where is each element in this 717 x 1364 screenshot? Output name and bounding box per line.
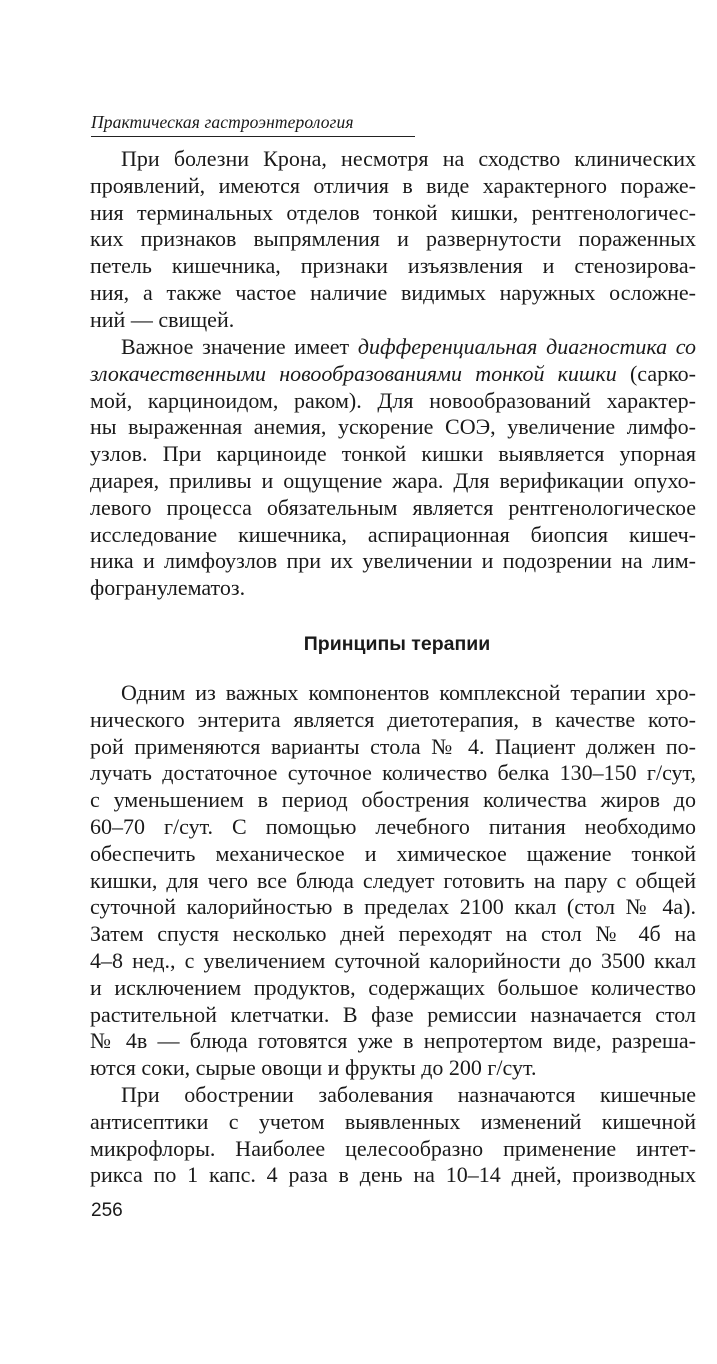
- text-line: исследование кишечника, аспирационная биопсия кишеч-: [90, 521, 696, 547]
- text-line: рой применяются варианты стола № 4. Пациент должен по-: [90, 733, 696, 759]
- text-line: левого процесса обязательным является рентгенологическое: [90, 494, 696, 520]
- text-line: обеспечить механическое и химическое щажение тонкой: [90, 840, 696, 866]
- text-line: суточной калорийностью в пределах 2100 ккал (стол № 4а).: [90, 894, 696, 920]
- text-line: При обострении заболевания назначаются кишечные: [121, 1082, 696, 1107]
- text-line: лучать достаточное суточное количество белка 130–150 г/сут,: [90, 760, 696, 786]
- text-run: (сарко-: [616, 360, 696, 386]
- paragraph-differential: [90, 334, 696, 602]
- text-line: 4–8 нед., с увеличением суточной калорийности до 3500 ккал: [90, 947, 696, 973]
- text-line: нического энтерита является диетотерапия, в качестве кото-: [90, 706, 696, 732]
- italic-term: дифференциальная диагностика со: [357, 334, 696, 359]
- text-line: № 4в — блюда готовятся уже в непротертом виде, разреша-: [90, 1028, 696, 1054]
- text-line: узлов. При карциноиде тонкой кишки выявляется упорная: [90, 441, 696, 467]
- text-line: ны выраженная анемия, ускорение СОЭ, увеличение лимфо-: [90, 414, 696, 440]
- page-number: 256: [91, 1200, 123, 1221]
- text-line: петель кишечника, признаки изъязвления и стенозирова-: [90, 253, 696, 279]
- text-line: При болезни Крона, несмотря на сходство клинических: [121, 146, 696, 171]
- text-line: с уменьшением в период обострения количества жиров до: [90, 787, 696, 813]
- text-line: микрофлоры. Наиболее целесообразно применение интет-: [90, 1135, 696, 1161]
- text-line: ний — свищей.: [90, 306, 235, 332]
- text-line: ния терминальных отделов тонкой кишки, рентгенологичес-: [90, 199, 696, 225]
- text-line: мой, карциноидом, раком). Для новообразований характер-: [90, 387, 696, 413]
- italic-term: злокачественными новообразованиями тонкой кишки: [90, 360, 617, 386]
- text-line: антисептики с учетом выявленных изменений кишечной: [90, 1108, 696, 1134]
- text-line: ются соки, сырые овощи и фрукты до 200 г/сут.: [90, 1055, 537, 1081]
- text-line: и исключением продуктов, содержащих большое количество: [90, 974, 696, 1000]
- paragraph-diet: [90, 680, 696, 1082]
- text-line: Затем спустя несколько дней переходят на стол № 4б на: [90, 921, 696, 947]
- text-line: ния, а также частое наличие видимых наружных осложне-: [90, 279, 696, 305]
- running-header: [91, 108, 415, 137]
- text-line: ника и лимфоузлов при их увеличении и подозрении на лим-: [90, 548, 696, 574]
- paragraph-crohn: [90, 146, 696, 334]
- text-line: 60–70 г/сут. С помощью лечебного питания необходимо: [90, 813, 696, 839]
- text-run: Важное значение имеет: [121, 334, 358, 359]
- text-line: растительной клетчатки. В фазе ремиссии назначается стол: [90, 1001, 696, 1027]
- running-title: Практическая гастроэнтерология: [91, 112, 354, 132]
- section-heading: Принципы терапии: [303, 633, 491, 655]
- text-line: [90, 361, 696, 388]
- paragraph-antiseptics: [90, 1082, 696, 1189]
- text-line: фогранулематоз.: [90, 575, 246, 601]
- text-line: диарея, приливы и ощущение жара. Для верификации опухо-: [90, 467, 696, 493]
- text-line: кишки, для чего все блюда следует готовить на пару с общей: [90, 867, 696, 893]
- text-line: проявлений, имеются отличия в виде характерного пораже-: [90, 172, 696, 198]
- text-line: [90, 334, 696, 361]
- text-line: рикса по 1 капс. 4 раза в день на 10–14 дней, производных: [90, 1162, 696, 1188]
- text-line: Одним из важных компонентов комплексной терапии хро-: [121, 680, 696, 705]
- text-line: ких признаков выпрямления и развернутости пораженных: [90, 226, 696, 252]
